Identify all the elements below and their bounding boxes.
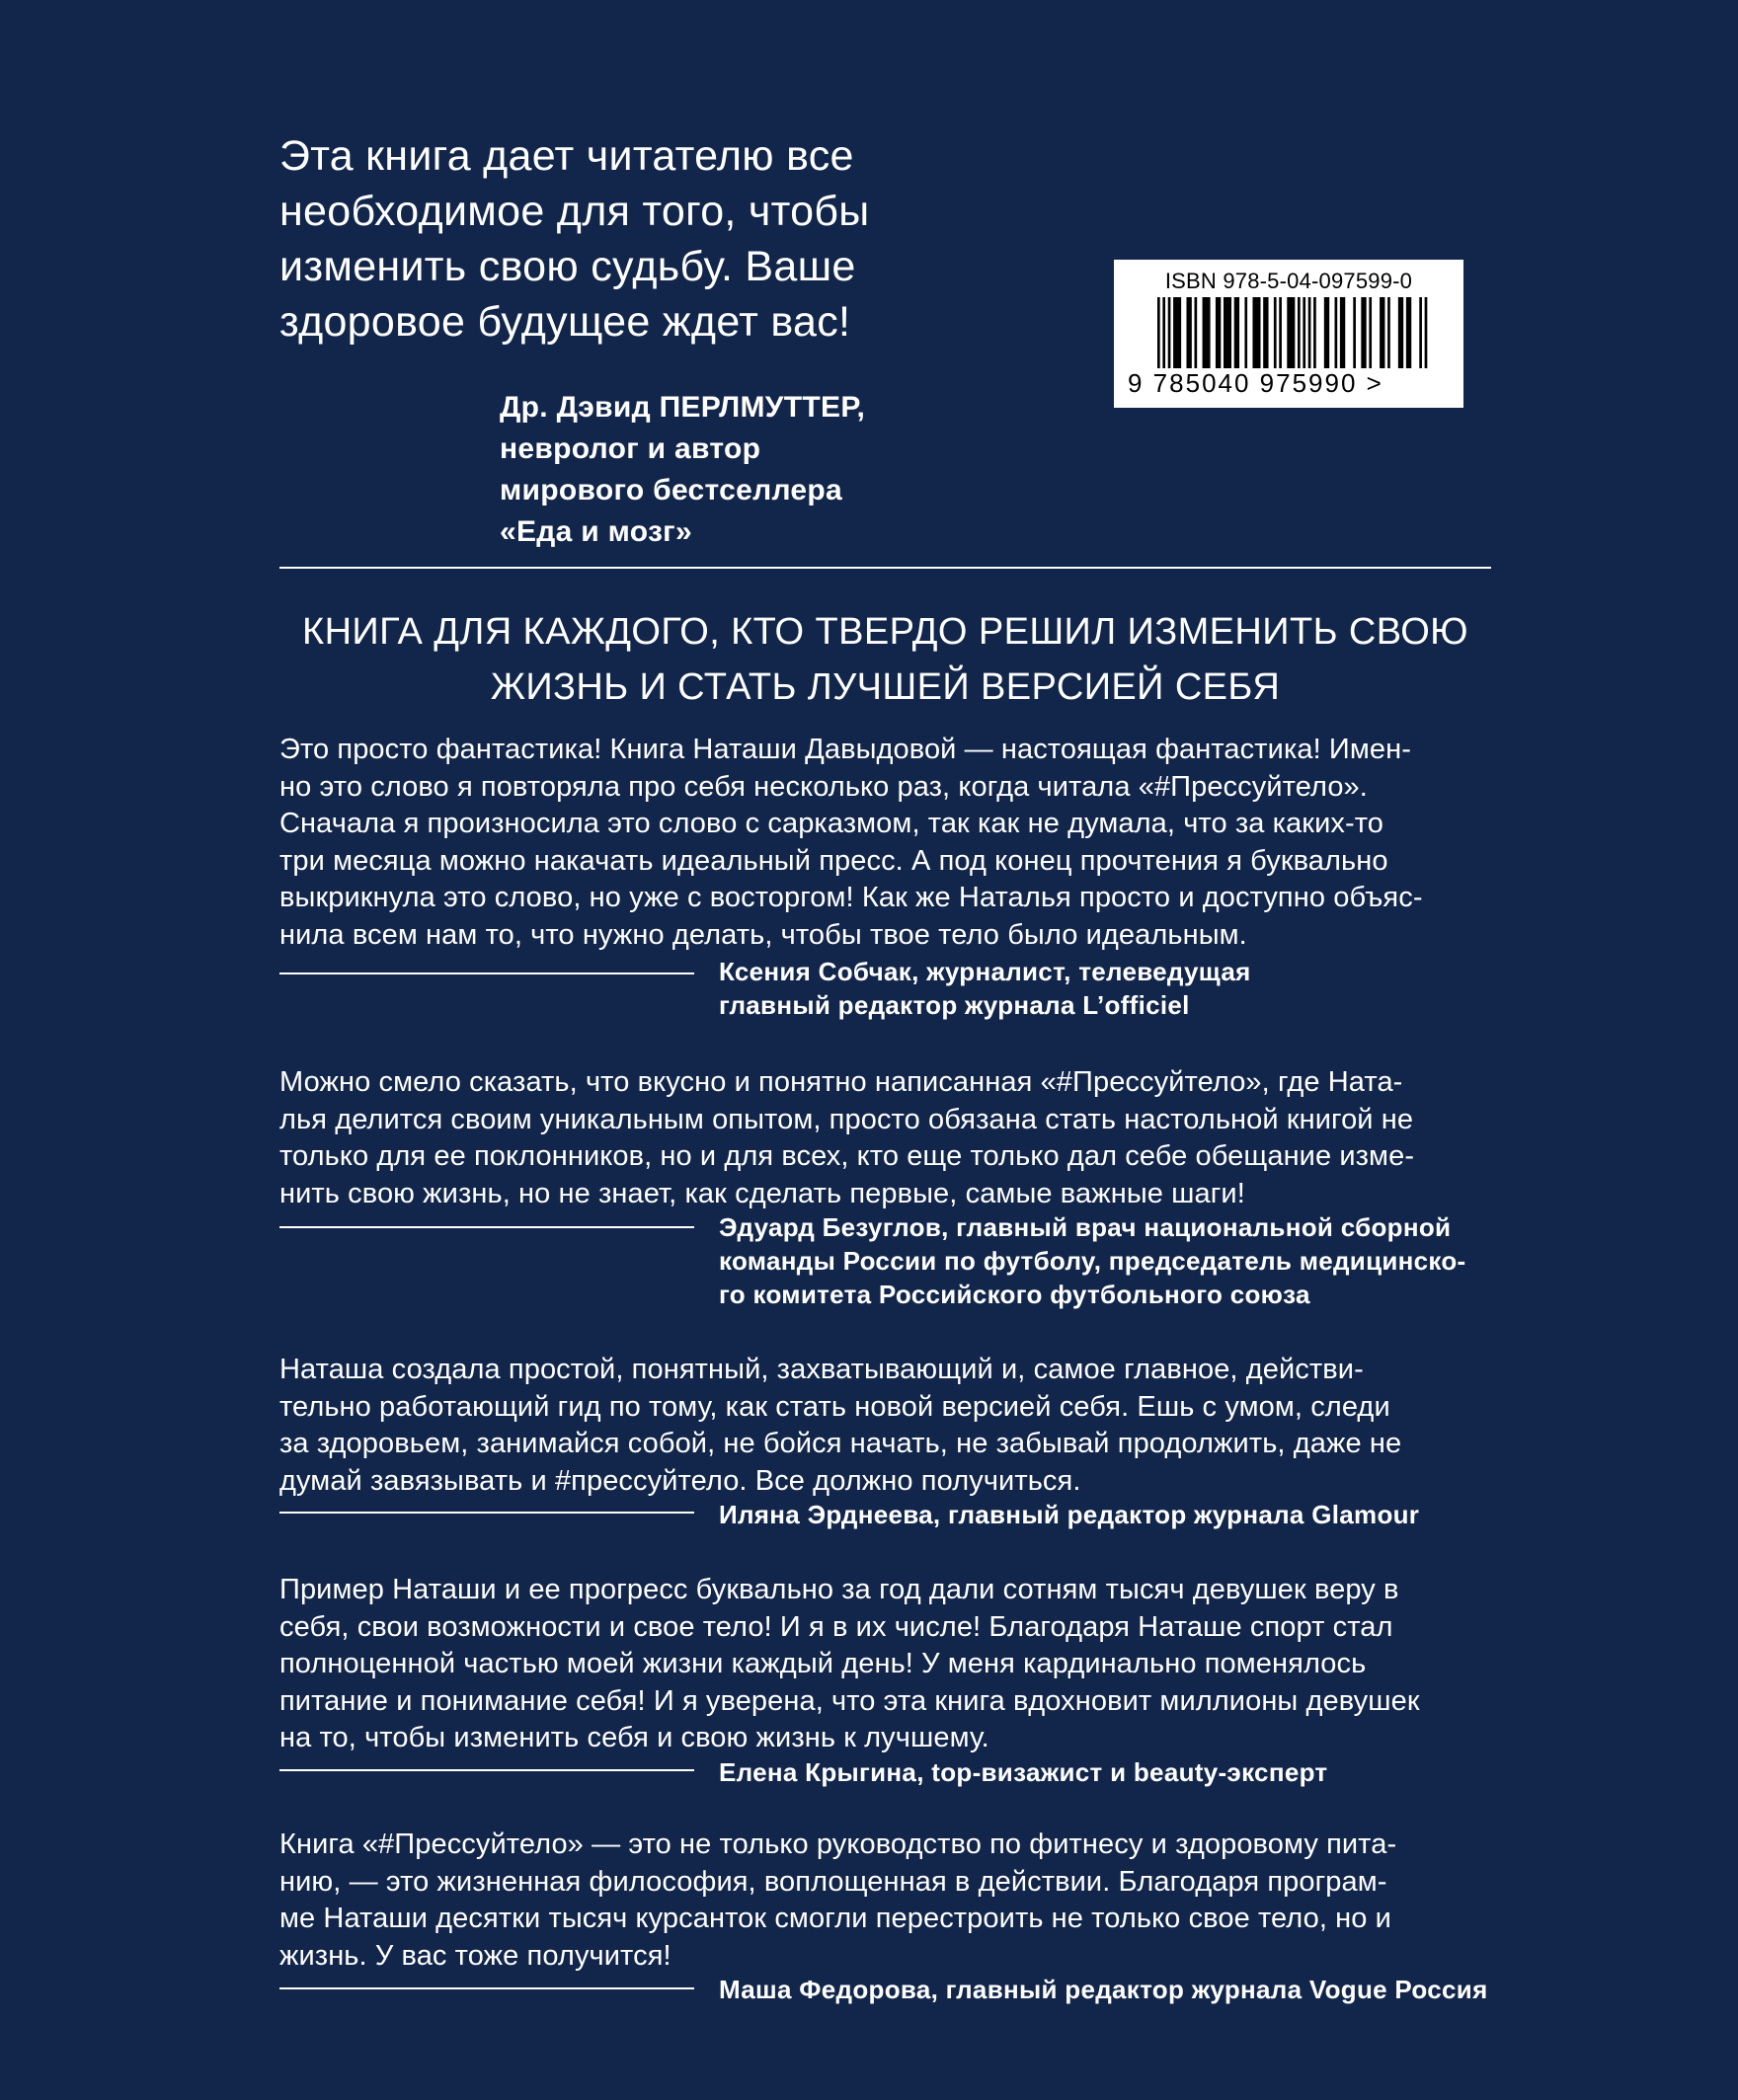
- intro-author-line: мирового бестселлера: [500, 474, 843, 506]
- review-text-line: Книга «#Прессуйтело» — это не только руководство по фитнесу и здоровому пита-: [279, 1828, 1397, 1860]
- review: [279, 1827, 1491, 2024]
- review-rule: [279, 1987, 694, 1989]
- review-text: [279, 1827, 1491, 1975]
- review-text-line: только для ее поклонников, но и для всех, кто еще только дал себе обещание изме-: [279, 1140, 1415, 1172]
- review-text-line: но это слово я повторяла про себя несколько раз, когда читала «#Прессуйтело».: [279, 770, 1368, 803]
- review-rule: [279, 1769, 694, 1771]
- barcode-bar: [1335, 297, 1338, 368]
- review-author: [719, 1755, 1509, 1789]
- review-text-line: нила всем нам то, что нужно делать, чтобы твое тело было идеальным.: [279, 918, 1247, 951]
- review-text-line: за здоровьем, занимайся собой, не бойся начать, не забывай продолжить, даже не: [279, 1428, 1402, 1459]
- review-text: [279, 1352, 1491, 1500]
- barcode-bar: [1308, 297, 1311, 368]
- review-author: [719, 1973, 1509, 2006]
- review-rule: [279, 972, 694, 974]
- intro-quote: [279, 128, 990, 350]
- barcode-bar: [1173, 297, 1181, 368]
- barcode-bar: [1216, 297, 1221, 368]
- barcode-bar: [1303, 297, 1305, 368]
- isbn-label: ISBN 978-5-04-097599-0: [1164, 269, 1413, 293]
- barcode-bar: [1380, 297, 1384, 368]
- barcode-bar: [1387, 297, 1390, 368]
- review: [279, 1572, 1491, 1799]
- review-author: [719, 1210, 1509, 1311]
- intro-quote-line: здоровое будущее ждет вас!: [279, 298, 851, 346]
- barcode-bar: [1361, 297, 1366, 368]
- review-text: [279, 1064, 1491, 1212]
- barcode-bar: [1186, 297, 1191, 368]
- review-author-line: Маша Федорова, главный редактор журнала Vogue Россия: [719, 1975, 1488, 2004]
- review-text-line: на то, чтобы изменить себя и свою жизнь к лучшему.: [279, 1722, 989, 1753]
- section-divider: [279, 567, 1491, 569]
- isbn-barcode: [1114, 260, 1463, 408]
- barcode-bar: [1398, 297, 1403, 368]
- barcode-bar: [1353, 297, 1356, 368]
- barcode-bar: [1279, 297, 1282, 368]
- headline-line: КНИГА ДЛЯ КАЖДОГО, КТО ТВЕРДО РЕШИЛ ИЗМЕНИТЬ СВОЮ: [302, 611, 1468, 653]
- barcode-bar: [1324, 297, 1329, 368]
- isbn-digits: 9 785040 975990 >: [1128, 368, 1383, 398]
- barcode-bar: [1313, 297, 1316, 368]
- barcode-bar: [1298, 297, 1301, 368]
- intro-author: [500, 387, 1013, 553]
- review-text: [279, 732, 1491, 954]
- intro-author-line: «Еда и мозг»: [500, 515, 692, 548]
- barcode-bar: [1234, 297, 1239, 368]
- review-text-line: Пример Наташи и ее прогресс буквально за год дали сотням тысяч девушек веру в: [279, 1574, 1399, 1605]
- barcode-bar: [1419, 297, 1422, 368]
- review-author-line: Иляна Эрднеева, главный редактор журнала Glamour: [719, 1500, 1420, 1529]
- review-author-line: Елена Крыгина, top-визажист и beauty-эксперт: [719, 1757, 1328, 1787]
- review-rule: [279, 1512, 694, 1514]
- intro-quote-line: Эта книга дает читателю все: [279, 132, 854, 180]
- barcode-bar: [1162, 297, 1165, 368]
- barcode-bar: [1168, 297, 1171, 368]
- barcode-bar: [1252, 297, 1260, 368]
- review-author-line: команды России по футболу, председатель медицинско-: [719, 1246, 1466, 1276]
- review-text: [279, 1572, 1491, 1757]
- review-text-line: Это просто фантастика! Книга Наташи Давыдовой — настоящая фантастика! Имен-: [279, 734, 1411, 765]
- review: [279, 1064, 1491, 1321]
- review-author-line: Ксения Собчак, журналист, телеведущая: [719, 957, 1251, 986]
- intro-quote-line: изменить свою судьбу. Ваше: [279, 243, 856, 290]
- review-text-line: нию, — это жизненная философия, воплощенная в действии. Благодаря програм-: [279, 1865, 1387, 1898]
- review-text-line: полноценной частью моей жизни каждый день! У меня кардинально поменялось: [279, 1648, 1367, 1679]
- review-text-line: питание и понимание себя! И я уверена, что эта книга вдохновит миллионы девушек: [279, 1684, 1420, 1717]
- review-author: [719, 955, 1509, 1022]
- review-text-line: себя, свои возможности и свое тело! И я в их числе! Благодаря Наташе спорт стал: [279, 1610, 1393, 1643]
- barcode-bar: [1274, 297, 1277, 368]
- review-author-line: главный редактор журнала L’officiel: [719, 990, 1190, 1020]
- barcode-bar: [1287, 297, 1295, 368]
- barcode-bar: [1224, 297, 1231, 368]
- headline-line: ЖИЗНЬ И СТАТЬ ЛУЧШЕЙ ВЕРСИЕЙ СЕБЯ: [490, 666, 1281, 708]
- intro-author-line: невролог и автор: [500, 432, 761, 465]
- barcode-bar: [1244, 297, 1247, 368]
- barcode-bar: [1157, 297, 1160, 368]
- barcode-bar: [1340, 297, 1345, 368]
- intro-quote-line: необходимое для того, чтобы: [279, 188, 870, 235]
- review-text-line: Сначала я произносила это слово с сарказмом, так как не думала, что за каких-то: [279, 808, 1384, 839]
- review-text-line: думай завязывать и #прессуйтело. Все должно получиться.: [279, 1464, 1081, 1497]
- intro-author-line: Др. Дэвид ПЕРЛМУТТЕР,: [500, 391, 866, 424]
- review-text-line: тельно работающий гид по тому, как стать новой версией себя. Ешь с умом, следи: [279, 1390, 1390, 1423]
- barcode-bar: [1195, 297, 1198, 368]
- review-author: [719, 1498, 1509, 1531]
- barcode-bar: [1406, 297, 1411, 368]
- review-author-line: Эдуард Безуглов, главный врач национальной сборной: [719, 1212, 1452, 1242]
- review-text-line: Наташа создала простой, понятный, захватывающий и, самое главное, действи-: [279, 1354, 1364, 1385]
- review-author-line: го комитета Российского футбольного союза: [719, 1280, 1310, 1309]
- barcode-bar: [1425, 297, 1428, 368]
- review-text-line: ме Наташи десятки тысяч курсанток смогли перестроить не только свое тело, но и: [279, 1903, 1391, 1934]
- review-rule: [279, 1226, 694, 1228]
- review: [279, 1352, 1491, 1549]
- review-text-line: нить свою жизнь, но не знает, как сделать первые, самые важные шаги!: [279, 1177, 1245, 1209]
- headline: [279, 604, 1491, 715]
- review: [279, 732, 1491, 1038]
- review-text-line: выкрикнула это слово, но уже с восторгом! Как же Наталья просто и доступно объяс-: [279, 882, 1423, 913]
- barcode-bar: [1369, 297, 1372, 368]
- barcode-bar: [1203, 297, 1211, 368]
- review-text-line: три месяца можно накачать идеальный пресс. А под конец прочтения я буквально: [279, 844, 1388, 877]
- review-text-line: жизнь. У вас тоже получится!: [279, 1939, 672, 1972]
- barcode-bar: [1263, 297, 1268, 368]
- review-text-line: Можно смело сказать, что вкусно и понятно написанная «#Прессуйтело», где Ната-: [279, 1066, 1403, 1098]
- review-text-line: лья делится своим уникальным опытом, просто обязана стать настольной книгой не: [279, 1103, 1414, 1135]
